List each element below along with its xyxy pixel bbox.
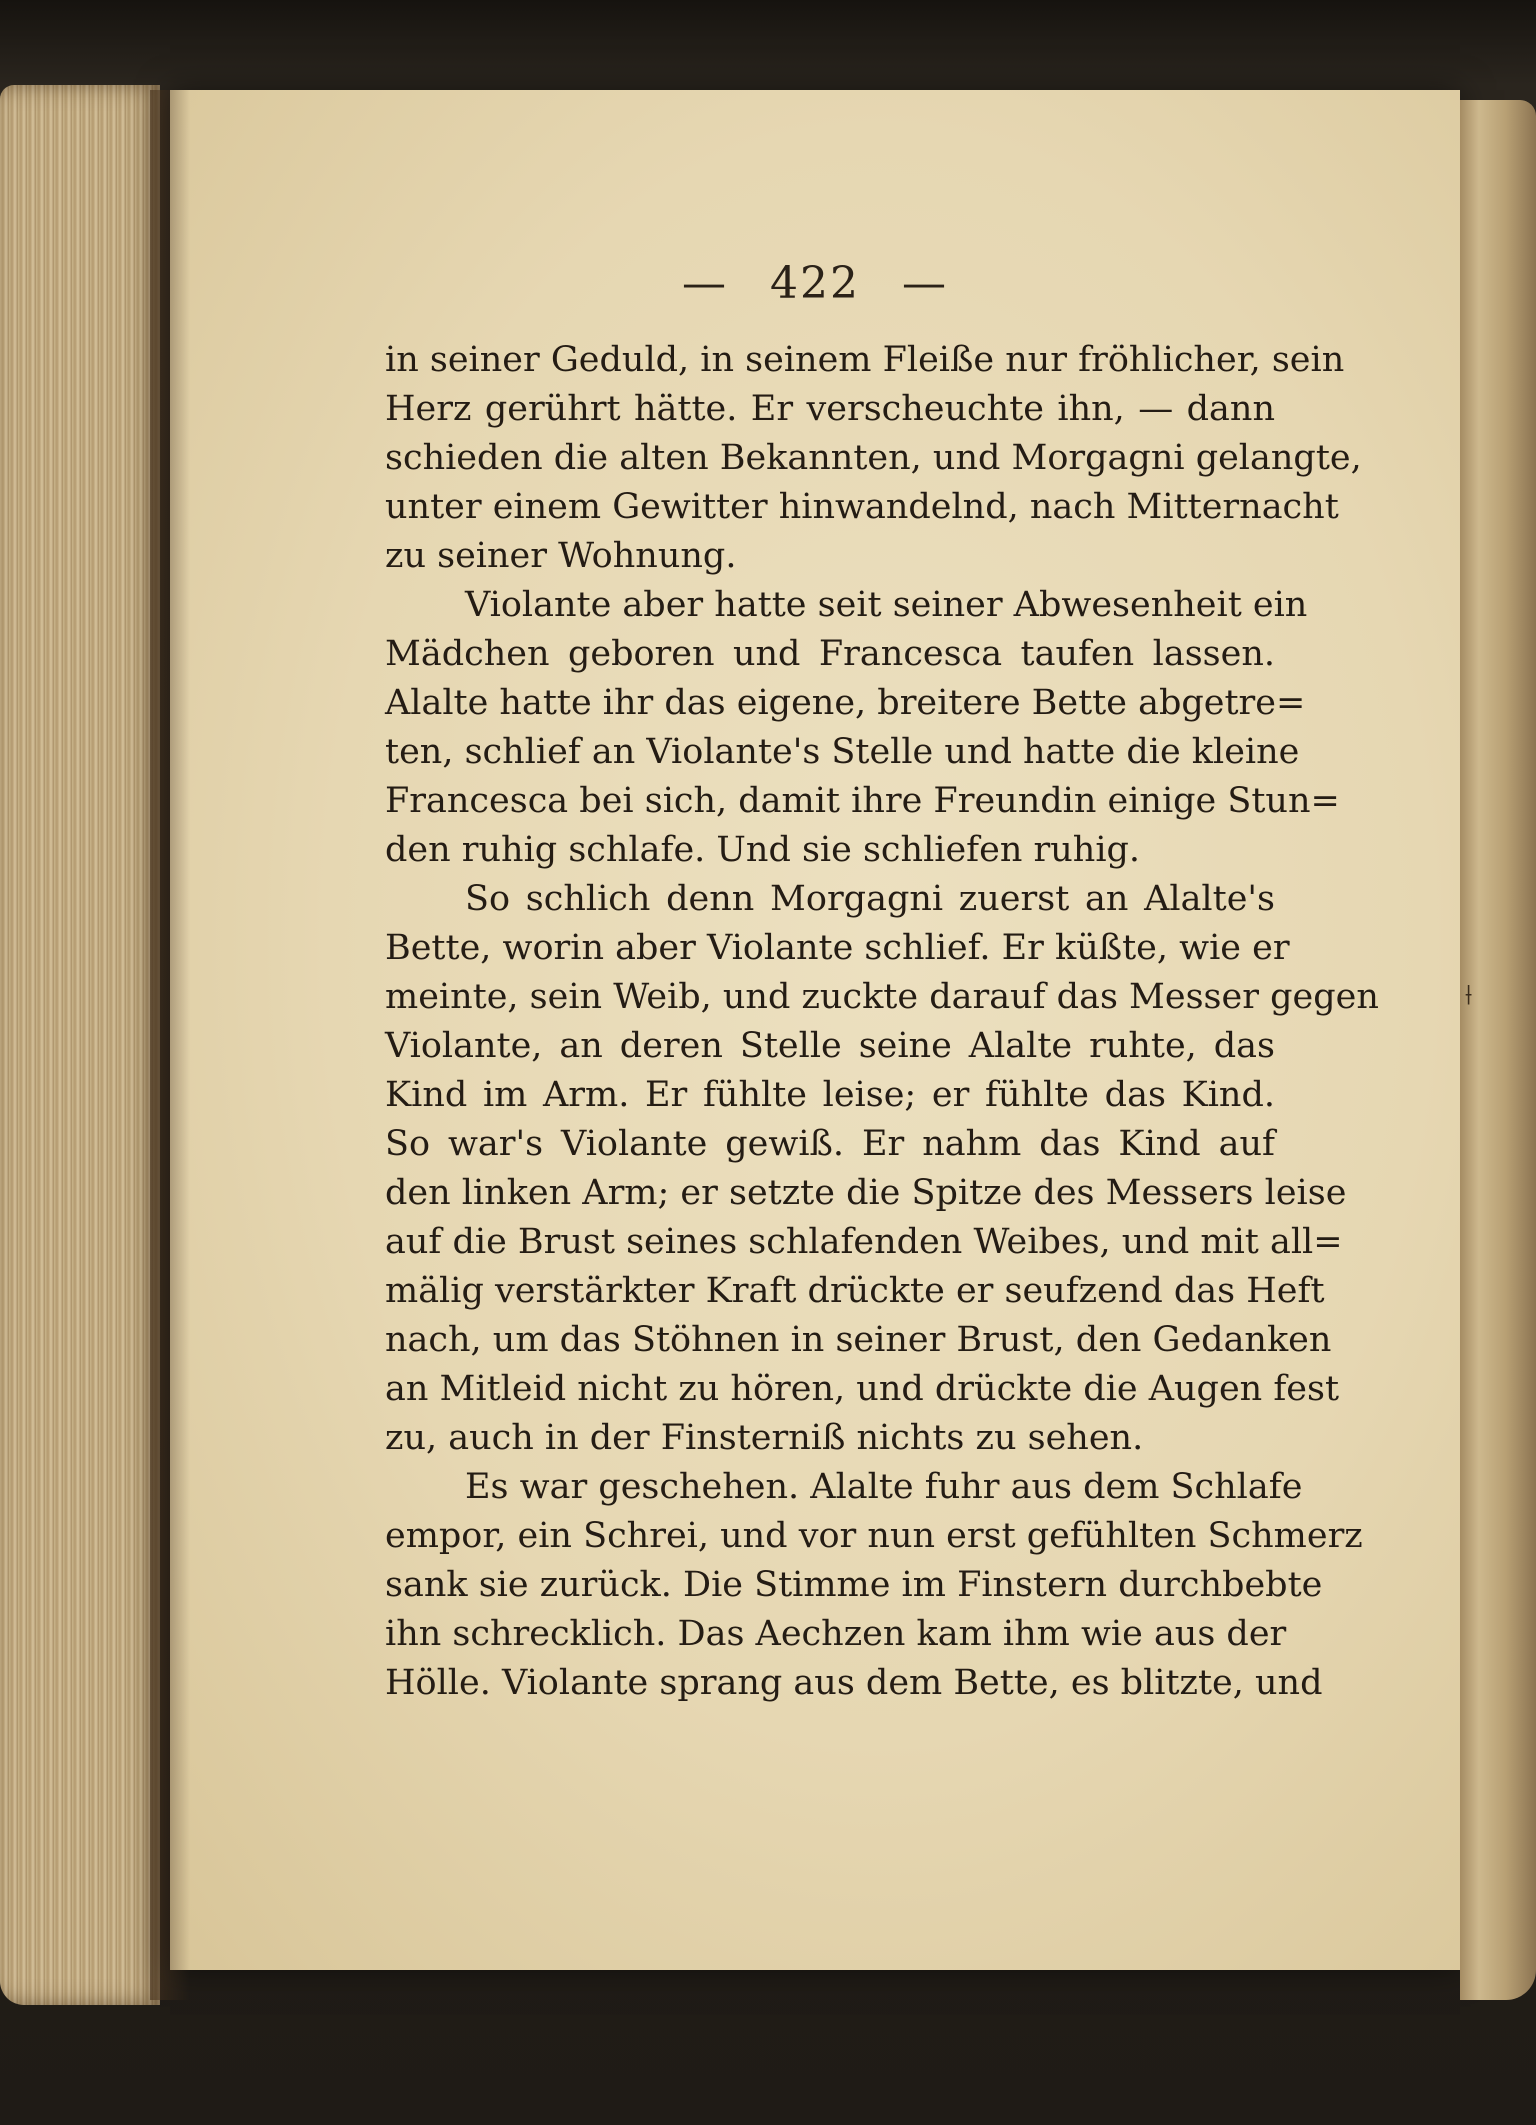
text-line: Francesca bei sich, damit ihre Freundin einige Stun=: [385, 781, 1340, 821]
text-line: zu, auch in der Finsterniß nichts zu sehen.: [385, 1418, 1144, 1458]
text-line: empor, ein Schrei, und vor nun erst gefühlten Schmerz: [385, 1516, 1363, 1556]
header-dash-left: —: [682, 258, 728, 309]
spine-shadow: [150, 90, 190, 2000]
text-line: Kind im Arm. Er fühlte leise; er fühlte das Kind.: [385, 1075, 1275, 1115]
body-text: [385, 336, 1379, 1708]
text-line: ten, schlief an Violante's Stelle und hatte die kleine: [385, 732, 1300, 772]
text-line: Bette, worin aber Violante schlief. Er küßte, wie er: [385, 928, 1290, 968]
text-line: zu seiner Wohnung.: [385, 536, 737, 576]
text-line: auf die Brust seines schlafenden Weibes, und mit all=: [385, 1222, 1343, 1262]
book-page-edges-right: [1460, 100, 1536, 2000]
page-number: 422: [770, 258, 860, 309]
text-line: unter einem Gewitter hinwandelnd, nach Mitternacht: [385, 487, 1339, 527]
text-line: Hölle. Violante sprang aus dem Bette, es blitzte, und: [385, 1663, 1323, 1703]
text-line: schieden die alten Bekannten, und Morgagni gelangte,: [385, 438, 1362, 478]
text-line: den linken Arm; er setzte die Spitze des Messers leise: [385, 1173, 1347, 1213]
text-line: Violante aber hatte seit seiner Abwesenheit ein: [465, 585, 1308, 625]
text-line: mälig verstärkter Kraft drückte er seufzend das Heft: [385, 1271, 1325, 1311]
text-line: nach, um das Stöhnen in seiner Brust, den Gedanken: [385, 1320, 1332, 1360]
text-line: Es war geschehen. Alalte fuhr aus dem Schlafe: [465, 1467, 1303, 1507]
text-line: Mädchen geboren und Francesca taufen lassen.: [385, 634, 1275, 674]
header-dash-right: —: [901, 258, 948, 309]
page-header: [170, 258, 1460, 328]
text-line: an Mitleid nicht zu hören, und drückte die Augen fest: [385, 1369, 1340, 1409]
text-line: ihn schrecklich. Das Aechzen kam ihm wie aus der: [385, 1614, 1287, 1654]
text-line: meinte, sein Weib, und zuckte darauf das Messer gegen: [385, 977, 1379, 1017]
text-line: sank sie zurück. Die Stimme im Finstern durchbebte: [385, 1565, 1323, 1605]
margin-mark: ⟊: [1465, 978, 1473, 1011]
book-page-edges-left: [0, 85, 160, 2005]
text-line: den ruhig schlafe. Und sie schliefen ruhig.: [385, 830, 1141, 870]
text-line: Herz gerührt hätte. Er verscheuchte ihn, — dann: [385, 389, 1275, 429]
text-line: in seiner Geduld, in seinem Fleiße nur fröhlicher, sein: [385, 340, 1345, 380]
text-line: Alalte hatte ihr das eigene, breitere Bette abgetre=: [385, 683, 1306, 723]
text-line: So war's Violante gewiß. Er nahm das Kind auf: [385, 1124, 1275, 1164]
text-line: So schlich denn Morgagni zuerst an Alalte's: [465, 879, 1275, 919]
text-line: Violante, an deren Stelle seine Alalte ruhte, das: [385, 1026, 1275, 1066]
